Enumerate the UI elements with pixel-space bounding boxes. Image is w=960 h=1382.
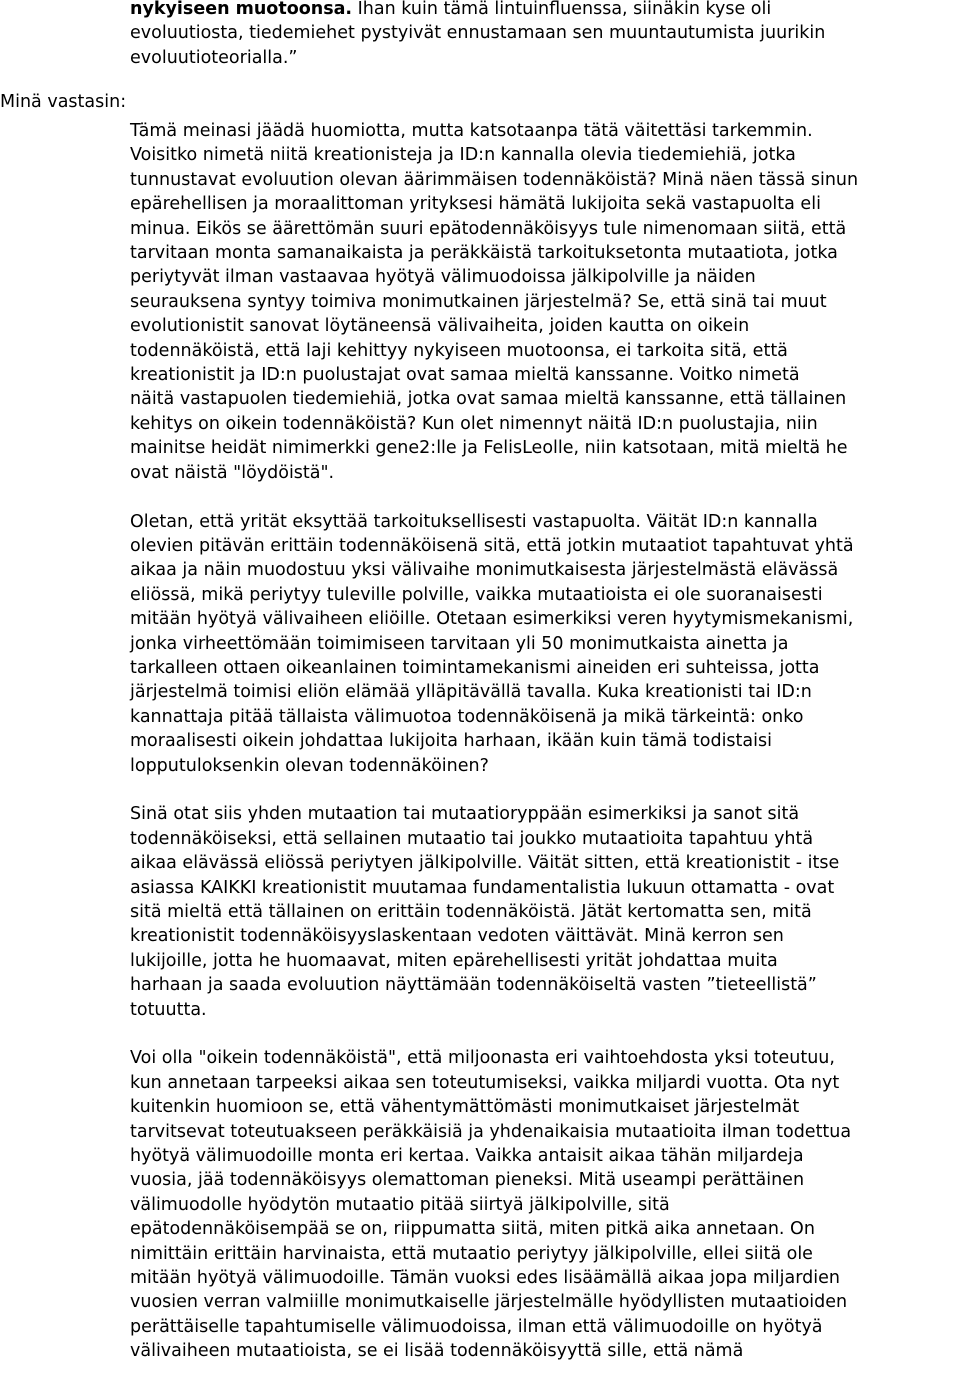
paragraph-line: mitään hyötyä välivaiheen eliöille. Otetaan esimerkiksi veren hyytymismekanismi, (130, 609, 854, 630)
paragraph-1 (130, 119, 956, 485)
quote-line-1-rest: Ihan kuin tämä lintuinfluenssa, siinäkin kyse oli (352, 0, 772, 19)
paragraph-line: näitä vastapuolen tiedemiehiä, jotka ovat samaa mieltä kanssanne, että tällainen (130, 389, 847, 410)
paragraph-line: sitä mieltä että tällainen on erittäin todennäköistä. Jätät kertomatta sen, mitä (130, 901, 812, 922)
document-body (130, 0, 956, 1364)
paragraph-line: välimuodolle hyödytön mutaatio pitää siirtyä jälkipolville, sitä (130, 1194, 670, 1215)
paragraph-line: vuosien verran valmiille monimutkaiselle järjestelmälle hyödyllisten mutaatioiden (130, 1292, 848, 1313)
paragraph-line: totuutta. (130, 999, 207, 1020)
paragraph-line: Tämä meinasi jäädä huomiotta, mutta katsotaanpa tätä väitettäsi tarkemmin. (130, 121, 813, 142)
paragraph-line: kuitenkin huomioon se, että vähentymättömästi monimutkaiset järjestelmät (130, 1097, 800, 1118)
paragraph-line: kun annetaan tarpeeksi aikaa sen toteutumiseksi, vaikka miljardi vuotta. Ota nyt (130, 1072, 840, 1093)
paragraph-line: kannattaja pitää tällaista välimuotoa todennäköisenä ja mikä tärkeintä: onko (130, 706, 804, 727)
quote-line-2: evoluutiosta, tiedemiehet pystyivät ennustamaan sen muuntautumista juurikin (130, 23, 826, 44)
paragraph-line: tunnustavat evoluution olevan äärimmäisen todennäköistä? Minä näen tässä sinun (130, 169, 859, 190)
paragraph-line: harhaan ja saada evoluution näyttämään todennäköiseltä vasten ”tieteellistä” (130, 975, 817, 996)
paragraph-line: välivaiheen mutaatioista, se ei lisää todennäköisyyttä sille, että nämä (130, 1341, 744, 1362)
paragraph-line: periytyvät ilman vastaavaa hyötyä välimuodoissa jälkipolville ja näiden (130, 267, 756, 288)
paragraph-line: järjestelmä toimisi eliön elämää ylläpitävällä tavalla. Kuka kreationisti tai ID:n (130, 682, 812, 703)
paragraph-line: Sinä otat siis yhden mutaation tai mutaatioryppään esimerkiksi ja sanot sitä (130, 804, 800, 825)
paragraph-line: vuosia, jää todennäköisyys olemattoman pieneksi. Mitä useampi perättäinen (130, 1170, 805, 1191)
paragraph-line: aikaa elävässä eliössä periytyen jälkipolville. Väität sitten, että kreationistit - itse (130, 853, 840, 874)
paragraph-line: minua. Eikös se äärettömän suuri epätodennäköisyys tule nimenomaan siitä, että (130, 218, 847, 239)
paragraph-line: nimittäin erittäin harvinaista, että mutaatio periytyy jälkipolville, ellei siitä ole (130, 1243, 813, 1264)
paragraph-line: ovat näistä "löydöistä". (130, 462, 335, 483)
paragraph-spacer (130, 485, 956, 509)
paragraph-line: seurauksena syntyy toimiva monimutkainen järjestelmä? Se, että sinä tai muut (130, 291, 827, 312)
paragraph-line: eliössä, mikä periytyy tuleville polville, vaikka mutaatioista ei ole suoranaisesti (130, 584, 823, 605)
paragraph-line: evolutionistit sanovat löytäneensä välivaiheita, joiden kautta on oikein (130, 316, 750, 337)
quote-tail (130, 0, 956, 70)
paragraph-line: lopputuloksenkin olevan todennäköinen? (130, 755, 489, 776)
paragraph-line: Voisitko nimetä niitä kreationisteja ja ID:n kannalla olevia tiedemiehiä, jotka (130, 145, 796, 166)
quote-line-3: evoluutioteorialla.” (130, 47, 298, 68)
paragraph-line: epätodennäköisempää se on, riippumatta siitä, miten pitkä aika annetaan. On (130, 1219, 815, 1240)
quote-bold-text: nykyiseen muotoonsa. (130, 0, 353, 19)
paragraph-3 (130, 802, 956, 1022)
paragraph-line: todennäköiseksi, että sellainen mutaatio tai joukko mutaatioita tapahtuu yhtä (130, 828, 814, 849)
paragraph-line: kehitys on oikein todennäköistä? Kun olet nimennyt näitä ID:n puolustajia, niin (130, 413, 818, 434)
paragraph-line: Voi olla "oikein todennäköistä", että miljoonasta eri vaihtoehdosta yksi toteutuu, (130, 1048, 835, 1069)
paragraph-spacer (130, 70, 956, 119)
paragraph-2 (130, 510, 956, 778)
paragraph-line: moraalisesti oikein johdattaa lukijoita harhaan, ikään kuin tämä todistaisi (130, 731, 772, 752)
paragraph-line: tarkalleen ottaen oikeanlainen toimintamekanismi aineiden eri suhteissa, jotta (130, 657, 820, 678)
paragraph-line: olevien pitävän erittäin todennäköisenä sitä, että jotkin mutaatiot tapahtuvat yhtä (130, 535, 854, 556)
paragraph-4 (130, 1046, 956, 1363)
quote-line-1 (130, 0, 956, 21)
paragraph-line: hyötyä välimuodoille monta eri kertaa. Vaikka antaisit aikaa tähän miljardeja (130, 1146, 804, 1167)
paragraph-line: kreationistit ja ID:n puolustajat ovat samaa mieltä kanssanne. Voitko nimetä (130, 365, 800, 386)
paragraph-line: aikaa ja näin muodostuu yksi välivaihe monimutkaisesta järjestelmästä elävässä (130, 560, 839, 581)
paragraph-line: tarvitsevat toteutuakseen peräkkäisiä ja yhdenaikaisia mutaatioita ilman todettua (130, 1121, 852, 1142)
paragraph-line: mitään hyötyä välimuodoille. Tämän vuoksi edes lisäämällä aikaa jopa miljardien (130, 1268, 840, 1289)
paragraph-line: epärehellisen ja moraalittoman yrityksesi hämätä lukijoita sekä vastapuolta eli (130, 194, 821, 215)
paragraph-line: kreationistit todennäköisyyslaskentaan vedoten väittävät. Minä kerron sen (130, 926, 784, 947)
paragraph-line: tarvitaan monta samanaikaista ja peräkkäistä tarkoituksetonta mutaatiota, jotka (130, 243, 838, 264)
speaker-label: Minä vastasin: (0, 92, 127, 112)
paragraph-line: asiassa KAIKKI kreationistit muutamaa fundamentalistia lukuun ottamatta - ovat (130, 877, 835, 898)
paragraph-line: jonka virheettömään toimimiseen tarvitaan yli 50 monimutkaista ainetta ja (130, 633, 789, 654)
paragraph-spacer (130, 1022, 956, 1046)
paragraph-line: lukijoille, jotta he huomaavat, miten epärehellisesti yrität johdattaa muita (130, 950, 778, 971)
paragraph-line: perättäiselle tapahtumiselle välimuodoissa, ilman että välimuodoille on hyötyä (130, 1316, 823, 1337)
paragraph-line: mainitse heidät nimimerkki gene2:lle ja FelisLeolle, niin katsotaan, mitä mieltä he (130, 438, 848, 459)
paragraph-line: Oletan, että yrität eksyttää tarkoituksellisesti vastapuolta. Väität ID:n kannalla (130, 511, 818, 532)
paragraph-line: todennäköistä, että laji kehittyy nykyiseen muotoonsa, ei tarkoita sitä, että (130, 340, 788, 361)
paragraph-spacer (130, 778, 956, 802)
